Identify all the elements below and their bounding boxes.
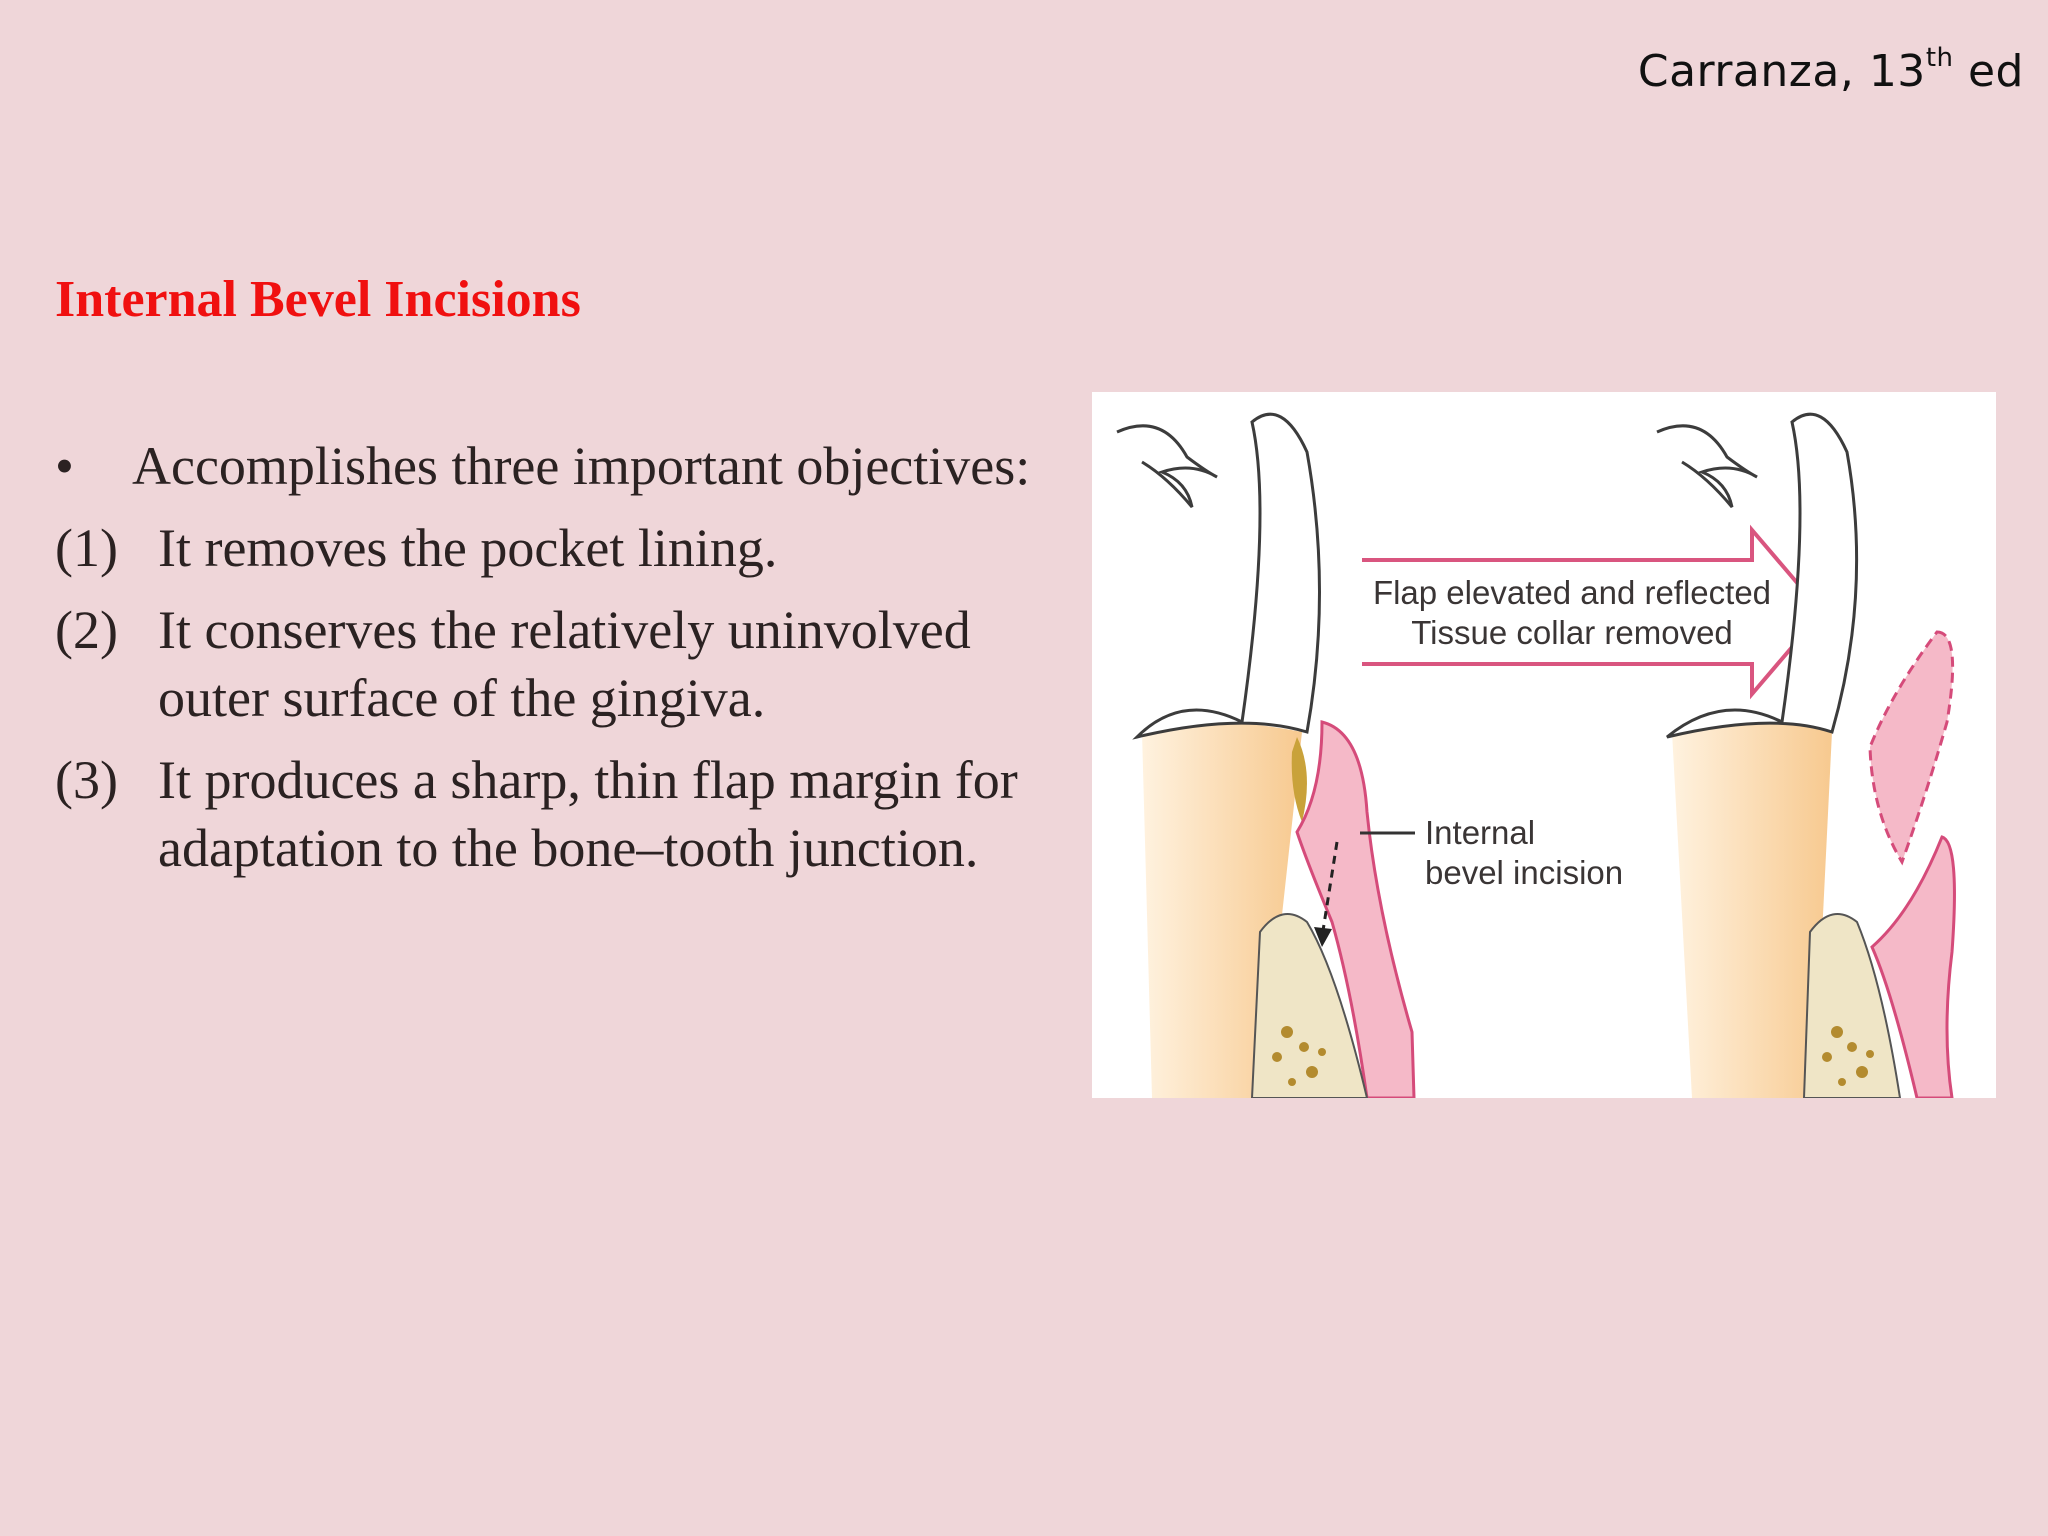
right-tooth [1657, 414, 1954, 1098]
incision-diagram-svg [1092, 392, 1996, 1098]
incision-label-1: Internal [1425, 814, 1536, 851]
left-tooth-crown [1137, 414, 1320, 737]
objective-item-1 [55, 514, 1095, 582]
objective-item-3 [55, 746, 1095, 882]
right-occlusal-cusp [1657, 426, 1757, 507]
incision-label-2: bevel incision [1425, 854, 1624, 891]
arrow-label-1: Flap elevated and reflected [1372, 574, 1772, 611]
objectives-list [55, 432, 1095, 882]
incision-diagram [1092, 392, 1996, 1098]
arrow-label-2: Tissue collar removed [1411, 614, 1733, 651]
objective-text: It removes the pocket lining. [158, 518, 778, 578]
left-tooth [1117, 414, 1415, 1098]
bullet-mark: • [55, 436, 74, 496]
reflection-arrow-shape [1362, 530, 1822, 694]
citation [1637, 43, 2024, 97]
citation-text: Carranza, 13 [1637, 46, 1926, 97]
objective-item-2 [55, 596, 1095, 732]
right-tissue-collar [1870, 632, 1953, 862]
left-occlusal-cusp [1117, 426, 1217, 507]
objective-number: (1) [55, 518, 118, 578]
objective-number: (2) [55, 600, 118, 660]
bullet-item [55, 432, 1095, 500]
citation-suffix: ed [1953, 46, 2024, 97]
citation-superscript: th [1925, 43, 1954, 73]
objective-text: It produces a sharp, thin flap margin for adaptation to the bone–tooth junction. [158, 750, 1018, 878]
slide-title: Internal Bevel Incisions [55, 271, 581, 328]
left-calculus [1292, 737, 1307, 822]
objective-text: It conserves the relatively uninvolved outer surface of the gingiva. [158, 600, 971, 728]
reflection-arrow [1362, 530, 1822, 694]
bullet-text: Accomplishes three important objectives: [132, 436, 1031, 496]
objective-number: (3) [55, 750, 118, 810]
